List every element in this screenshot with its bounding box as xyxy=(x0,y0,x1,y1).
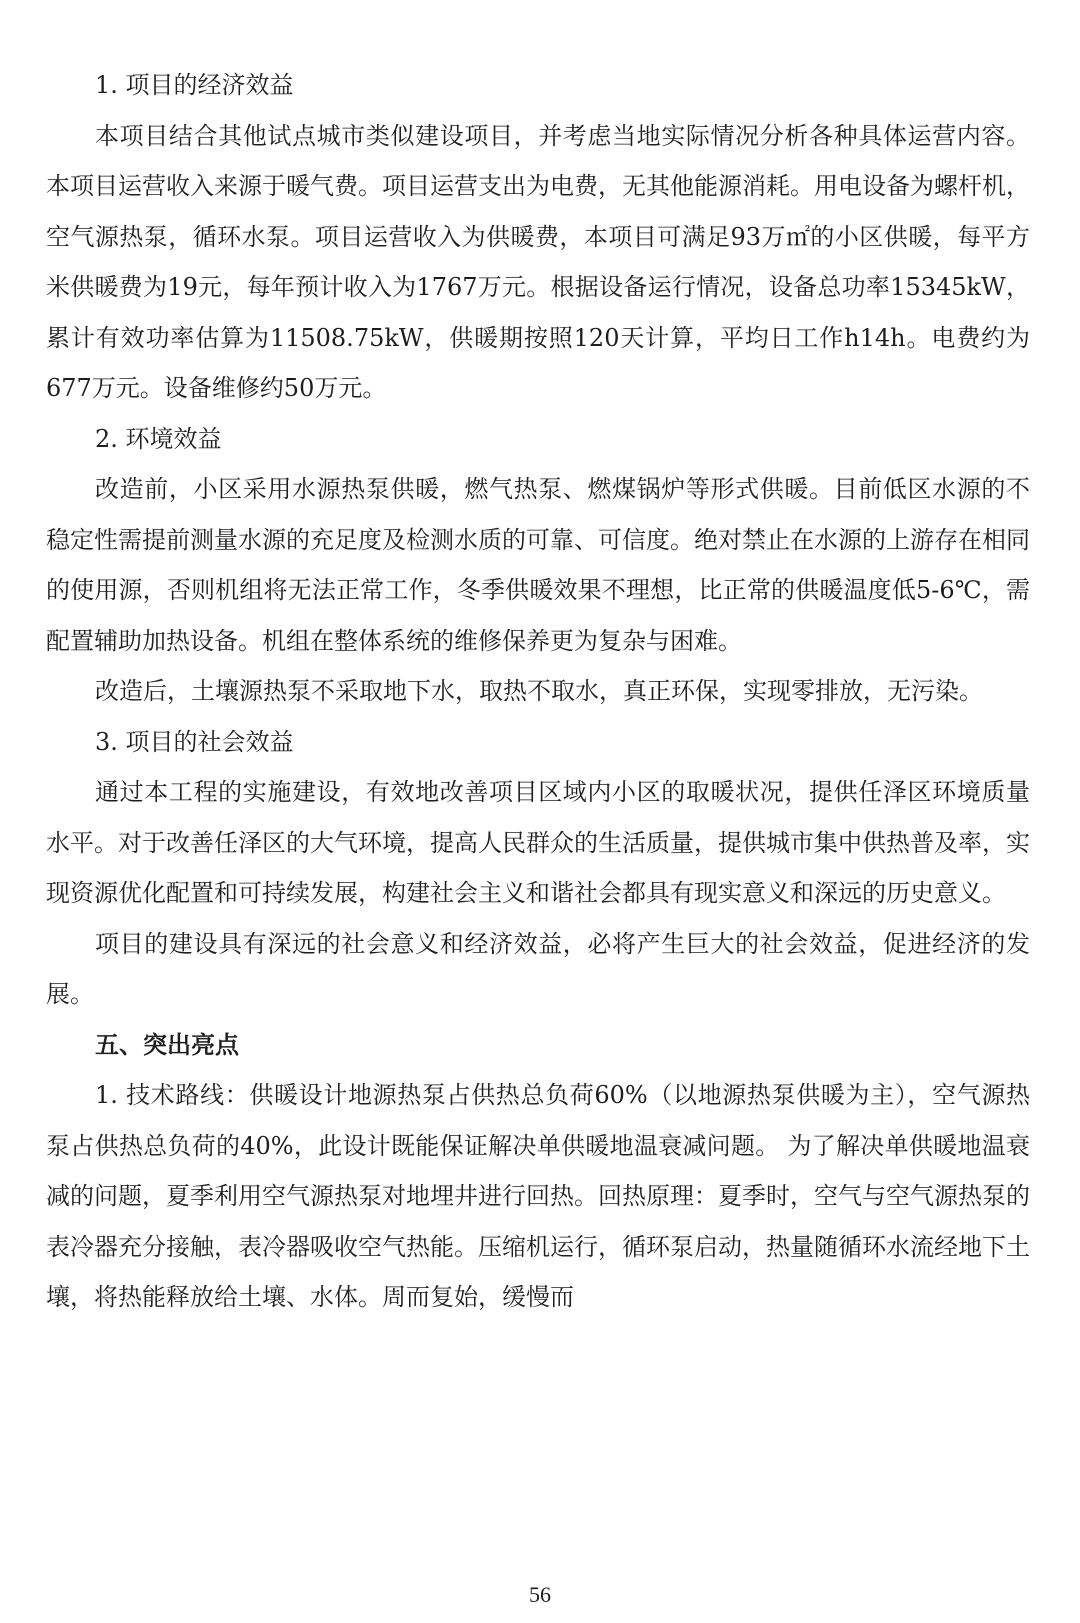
environmental-after-paragraph: 改造后，土壤源热泵不采取地下水，取热不取水，真正环保，实现零排放，无污染。 xyxy=(95,677,983,705)
social-benefit-heading: 3. 项目的社会效益 xyxy=(95,727,294,756)
page-number: 56 xyxy=(529,1582,551,1607)
social-benefit-paragraph: 通过本工程的实施建设，有效地改善项目区域内小区的取暖状况，提供任泽区环境质量水平。对于改善任泽区的大气环境，提高人民群众的生活质量，提供城市集中供热普及率，实现资源优化配置和可持续发展，构建社会主义和谐社会都具有现实意义和深远的历史意义。 xyxy=(46,778,1030,907)
environmental-before-paragraph: 改造前，小区采用水源热泵供暖，燃气热泵、燃煤锅炉等形式供暖。目前低区水源的不稳定性需提前测量水源的充足度及检测水质的可靠、可信度。绝对禁止在水源的上游存在相同的使用源，否则机组将无法正常工作，冬季供暖效果不理想，比正常的供暖温度低5-6℃，需配置辅助加热设备。机组在整体系统的维修保养更为复杂与困难。 xyxy=(46,475,1030,655)
economic-benefit-paragraph: 本项目结合其他试点城市类似建设项目，并考虑当地实际情况分析各种具体运营内容。本项目运营收入来源于暖气费。项目运营支出为电费，无其他能源消耗。用电设备为螺杆机，空气源热泵，循环水泵。项目运营收入为供暖费，本项目可满足93万㎡的小区供暖，每平方米供暖费为19元，每年预计收入为1767万元。根据设备运行情况，设备总功率15345kW，累计有效功率估算为11508.75kW，供暖期按照120天计算，平均日工作h14h。电费约为677万元。设备维修约50万元。 xyxy=(46,121,1030,402)
highlights-heading: 五、突出亮点 xyxy=(95,1029,239,1059)
page-content xyxy=(46,60,1030,1323)
economic-benefit-heading: 1. 项目的经济效益 xyxy=(95,71,294,99)
social-summary-paragraph: 项目的建设具有深远的社会意义和经济效益，必将产生巨大的社会效益，促进经济的发展。 xyxy=(46,929,1030,1008)
environmental-benefit-heading: 2. 环境效益 xyxy=(95,424,222,453)
highlights-paragraph: 1. 技术路线：供暖设计地源热泵占供热总负荷60%（以地源热泵供暖为主），空气源热泵占供热总负荷的40%，此设计既能保证解决单供暖地温衰减问题。 为了解决单供暖地温衰减的问题，夏季利用空气源热泵对地埋井进行回热。回热原理：夏季时，空气与空气源热泵的表冷器充分接触，表冷器吸收空气热能。压缩机运行，循环泵启动，热量随循环水流经地下土壤，将热能释放给土壤、水体。周而复始，缓慢而 xyxy=(46,1081,1030,1311)
